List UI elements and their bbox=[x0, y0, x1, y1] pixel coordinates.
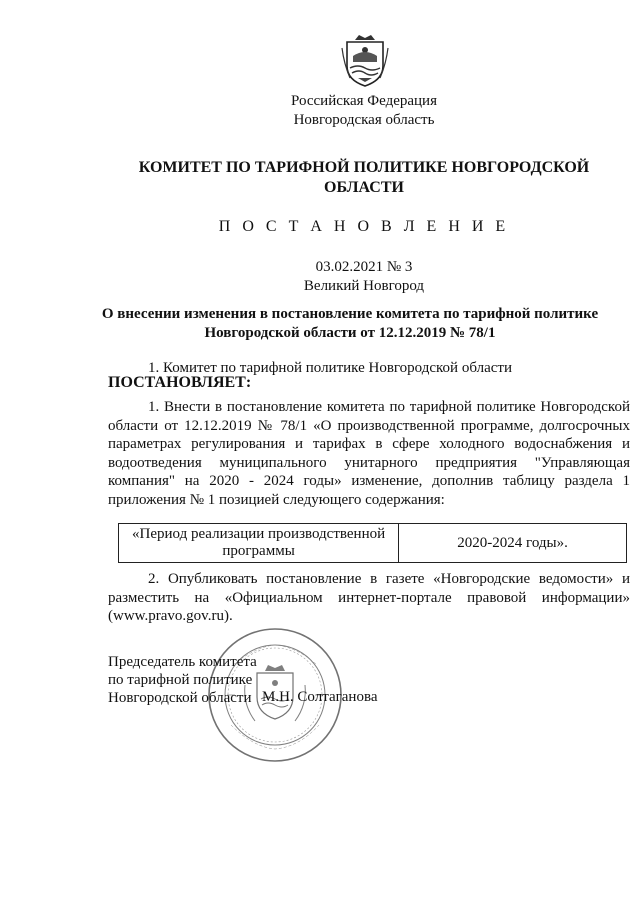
document-subject bbox=[60, 305, 640, 343]
region-name: Новгородская область bbox=[293, 112, 435, 128]
committee-title bbox=[44, 158, 640, 198]
intro-paragraph: 1. Комитет по тарифной политике Новгородской области bbox=[148, 360, 512, 376]
signature-title-line2: по тарифной политике bbox=[108, 672, 253, 688]
document-city: Великий Новгород bbox=[303, 278, 425, 294]
table-cell-period-value: 2020-2024 годы». bbox=[399, 524, 627, 563]
country-name: Российская Федерация bbox=[291, 93, 437, 109]
committee-title-line2: ОБЛАСТИ bbox=[324, 179, 404, 196]
decree-heading: ПОСТАНОВЛЯЕТ: bbox=[108, 374, 252, 391]
signatory-name: М.Н. Солтаганова bbox=[262, 689, 378, 705]
committee-title-line1: КОМИТЕТ ПО ТАРИФНОЙ ПОЛИТИКЕ НОВГОРОДСКОЙ bbox=[138, 159, 590, 176]
subject-line2: Новгородской области от 12.12.2019 № 78/1 bbox=[204, 325, 496, 341]
program-period-table bbox=[118, 523, 627, 563]
item-two-paragraph: 2. Опубликовать постановление в газете «Новгородские ведомости» и разместить на «Официальном интернет-портале правовой информации» (www.pravo.gov.ru). bbox=[108, 571, 630, 624]
signature-title-line1: Председатель комитета bbox=[108, 654, 257, 670]
table-row bbox=[119, 524, 627, 563]
signature-title-line3: Новгородской области bbox=[108, 690, 252, 706]
item-one-paragraph: 1. Внести в постановление комитета по тарифной политике Новгородской области от 12.12.2019 № 78/1 «О производственной программе, долгосрочных параметрах регулирования и тарифах в сфере холодного водоснабжения и водоотведения муниципального унитарного предприятия "Управляющая компания" на 2020 - 2024 годы» изменение, дополнив таблицу раздела 1 приложения № 1 позицией следующего содержания: bbox=[108, 399, 630, 508]
signature-block bbox=[108, 653, 257, 707]
document-type: П О С Т А Н О В Л Е Н И Е bbox=[218, 218, 510, 235]
document-date-number: 03.02.2021 № 3 bbox=[315, 259, 413, 275]
subject-line1: О внесении изменения в постановление комитета по тарифной политике bbox=[101, 306, 599, 322]
table-cell-period-label: «Период реализации производственной программы bbox=[119, 524, 399, 563]
novgorod-coat-of-arms-icon bbox=[340, 34, 390, 88]
